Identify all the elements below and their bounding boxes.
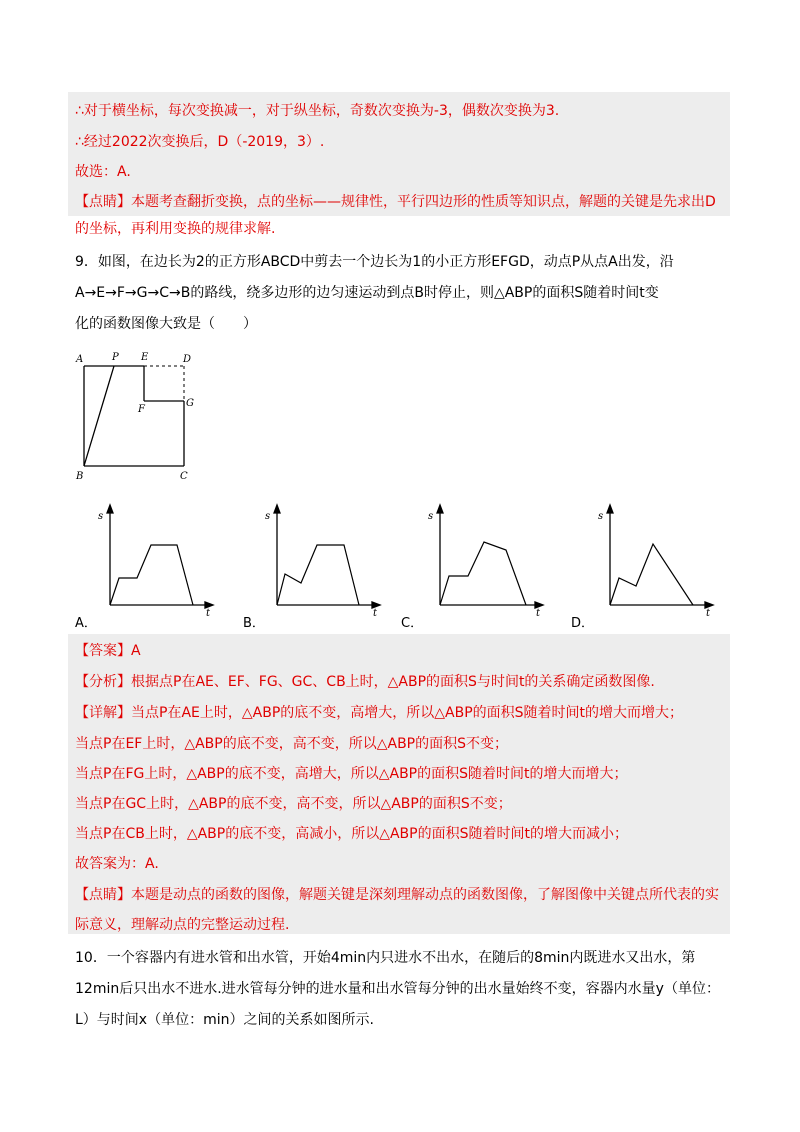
label-D: D xyxy=(183,354,192,365)
comment-line: 【点睛】本题是动点的函数的图像，解题关键是深刻理解动点的函数图像，了解图像中关键点所代表的实 xyxy=(75,887,719,903)
detail-line: 故答案为：A. xyxy=(75,856,159,872)
option-b-label[interactable]: B． xyxy=(243,616,265,631)
y-axis-label: s xyxy=(428,511,434,522)
detail-line: 当点P在CB上时，△ABP的底不变，高减小，所以△ABP的面积S随着时间t的增大而减小； xyxy=(75,826,628,842)
label-C: C xyxy=(180,471,188,482)
label-B: B xyxy=(76,471,84,482)
label-P: P xyxy=(112,352,119,363)
prev-solution-line: ∴对于横坐标，每次变换减一，对于纵坐标，奇数次变换为-3，偶数次变换为3. xyxy=(75,103,560,119)
option-graph-d xyxy=(588,502,718,620)
y-axis-label: s xyxy=(98,511,104,522)
detail-line: 当点P在GC上时，△ABP的底不变，高不变，所以△ABP的面积S不变； xyxy=(75,796,512,812)
label-E: E xyxy=(141,352,149,363)
answer-line: 【答案】A xyxy=(75,643,141,659)
y-axis-label: s xyxy=(598,511,604,522)
label-G: G xyxy=(186,398,194,409)
option-graph-b xyxy=(255,502,385,620)
prev-solution-line: ∴经过2022次变换后，D（-2019，3）. xyxy=(75,134,325,150)
label-A: A xyxy=(76,354,84,365)
detail-line: 当点P在FG上时，△ABP的底不变，高增大，所以△ABP的面积S随着时间t的增大而增大； xyxy=(75,766,628,782)
q10-stem-line-1: 10．一个容器内有进水管和出水管，开始4min内只进水不出水，在随后的8min内既进水又出水，第 xyxy=(75,950,696,966)
q9-stem-line-2: A→E→F→G→C→B的路线，绕多边形的边匀速运动到点B时停止，则△ABP的面积S随着时间t变 xyxy=(75,285,659,301)
option-a-label[interactable]: A． xyxy=(75,616,97,631)
q9-stem-line-3: 化的函数图像大致是（ ） xyxy=(75,316,257,332)
prev-solution-line: 【点睛】本题考查翻折变换，点的坐标——规律性，平行四边形的性质等知识点，解题的关键是先求出D xyxy=(75,194,716,210)
option-d-label[interactable]: D． xyxy=(571,616,595,631)
x-axis-label: t xyxy=(706,608,711,619)
y-axis-label: s xyxy=(265,511,271,522)
prev-solution-line: 故选：A. xyxy=(75,164,131,180)
option-c-label[interactable]: C． xyxy=(401,616,424,631)
prev-solution-line: 的坐标，再利用变换的规律求解. xyxy=(75,221,276,237)
q10-stem-line-3: L）与时间x（单位：min）之间的关系如图所示. xyxy=(75,1012,374,1028)
analysis-line: 【分析】根据点P在AE、EF、FG、GC、CB上时，△ABP的面积S与时间t的关系确定函数图像. xyxy=(75,674,655,690)
x-axis-label: t xyxy=(536,608,541,619)
detail-line: 【详解】当点P在AE上时，△ABP的底不变，高增大，所以△ABP的面积S随着时间t的增大而增大； xyxy=(75,705,684,721)
option-graph-c xyxy=(418,502,548,620)
option-graph-a xyxy=(88,502,218,620)
square-figure xyxy=(70,348,210,484)
q10-stem-line-2: 12min后只出水不进水.进水管每分钟的进水量和出水管每分钟的出水量始终不变，容器内水量y（单位： xyxy=(75,981,720,997)
x-axis-label: t xyxy=(373,608,378,619)
label-F: F xyxy=(138,404,145,415)
q9-stem-line-1: 9．如图，在边长为2的正方形ABCD中剪去一个边长为1的小正方形EFGD，动点P从点A出发，沿 xyxy=(75,254,674,270)
detail-line: 当点P在EF上时，△ABP的底不变，高不变，所以△ABP的面积S不变； xyxy=(75,736,509,752)
x-axis-label: t xyxy=(206,608,211,619)
comment-line: 际意义，理解动点的完整运动过程. xyxy=(75,917,290,933)
